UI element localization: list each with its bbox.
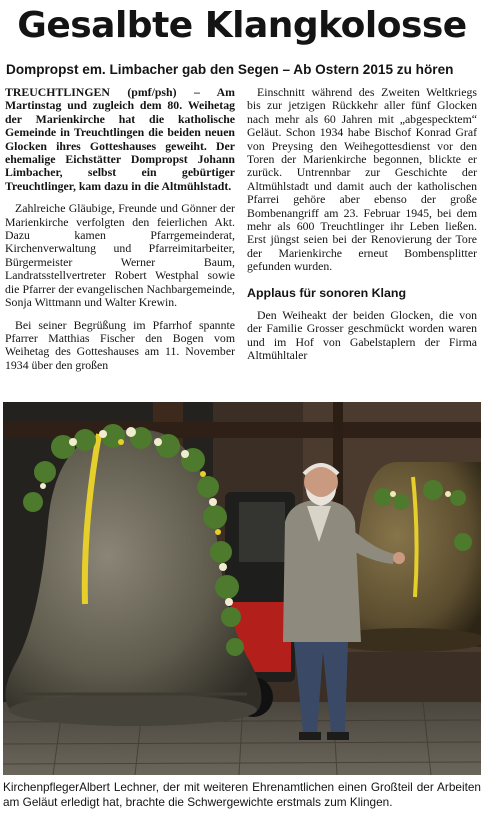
headline: Gesalbte Klangkolosse [17, 5, 467, 46]
section-heading: Applaus für sonoren Klang [247, 285, 407, 300]
body-paragraph-4: Den Weiheakt der beiden Glocken, die von der Familie Grosser geschmückt worden waren und im Hof von Gabelstaplern der Firma Altmühltaler [247, 307, 477, 362]
lead-paragraph [5, 86, 235, 193]
subheadline: Dompropst em. Limbacher gab den Segen – Ab Ostern 2015 zu hören [6, 62, 454, 77]
body-paragraph-3: Einschnitt während des Zweiten Weltkriegs bis zur jetzigen Rückkehr aller fünf Glocken nach mehr als 60 Jahren mit „abgespecktem“ Geläut. Schon 1934 habe Bischof Konrad Graf von Preysing den Weihegottesdienst vor den Toren der Marienkirche begonnen, blickte er zurück. Untrennbar zur Geschichte der Altmühlstadt und damit auch der katholischen Pfarrei gehöre aber ebenso der große Bombenangriff am 23. Februar 1945, bei dem mehr als 600 Treuchtlinger ihr Leben ließen. Erst jüngst seien bei der Renovierung der Tore der Marienkirche erneut Bombensplitter gefunden wurden. [247, 85, 477, 274]
article-column-right [247, 86, 477, 362]
bells-photo [3, 402, 481, 775]
bells-photo-illustration [3, 402, 481, 775]
dateline: TREUCHTLINGEN (pmf/psh) – [5, 85, 200, 99]
body-paragraph-1: Zahlreiche Gläubige, Freunde und Gönner der Marienkirche verfolgten den feierlichen Akt. Dazu kamen Pfarrgemeinderat, Kirchenverwaltung und Pfarreimitarbeiter, Bürgermeister Werner Baum, Landratsstellvertreter Robert Westphal sowie die Pfarrer der evangelischen Nachbargemeinde, Sonja Wittmann und Walter Krewin. [5, 201, 235, 310]
photo-caption: KirchenpflegerAlbert Lechner, der mit weiteren Ehrenamtlichen einen Großteil der Arbeiten am Geläut erledigt hat, brachte die Schwergewichte erstmals zum Klingen. [3, 780, 481, 809]
body-paragraph-2: Bei seiner Begrüßung im Pfarrhof spannte Pfarrer Matthias Fischer den Bogen vom Weihetag des Gotteshauses am 11. November 1934 über den großen [5, 317, 235, 372]
lead-text: Am Martinstag und zugleich dem 80. Weihetag der Marienkirche hat die katholische Gemeinde in Treuchtlingen die beiden neuen Glocken ihres Gotteshauses geweiht. Der ehemalige Eichstätter Dompropst Johann Limbacher, selbst ein gebürtiger Treuchtlinger, kam dazu in die Altmühlstadt. [5, 85, 235, 193]
article-column-left [5, 86, 235, 372]
